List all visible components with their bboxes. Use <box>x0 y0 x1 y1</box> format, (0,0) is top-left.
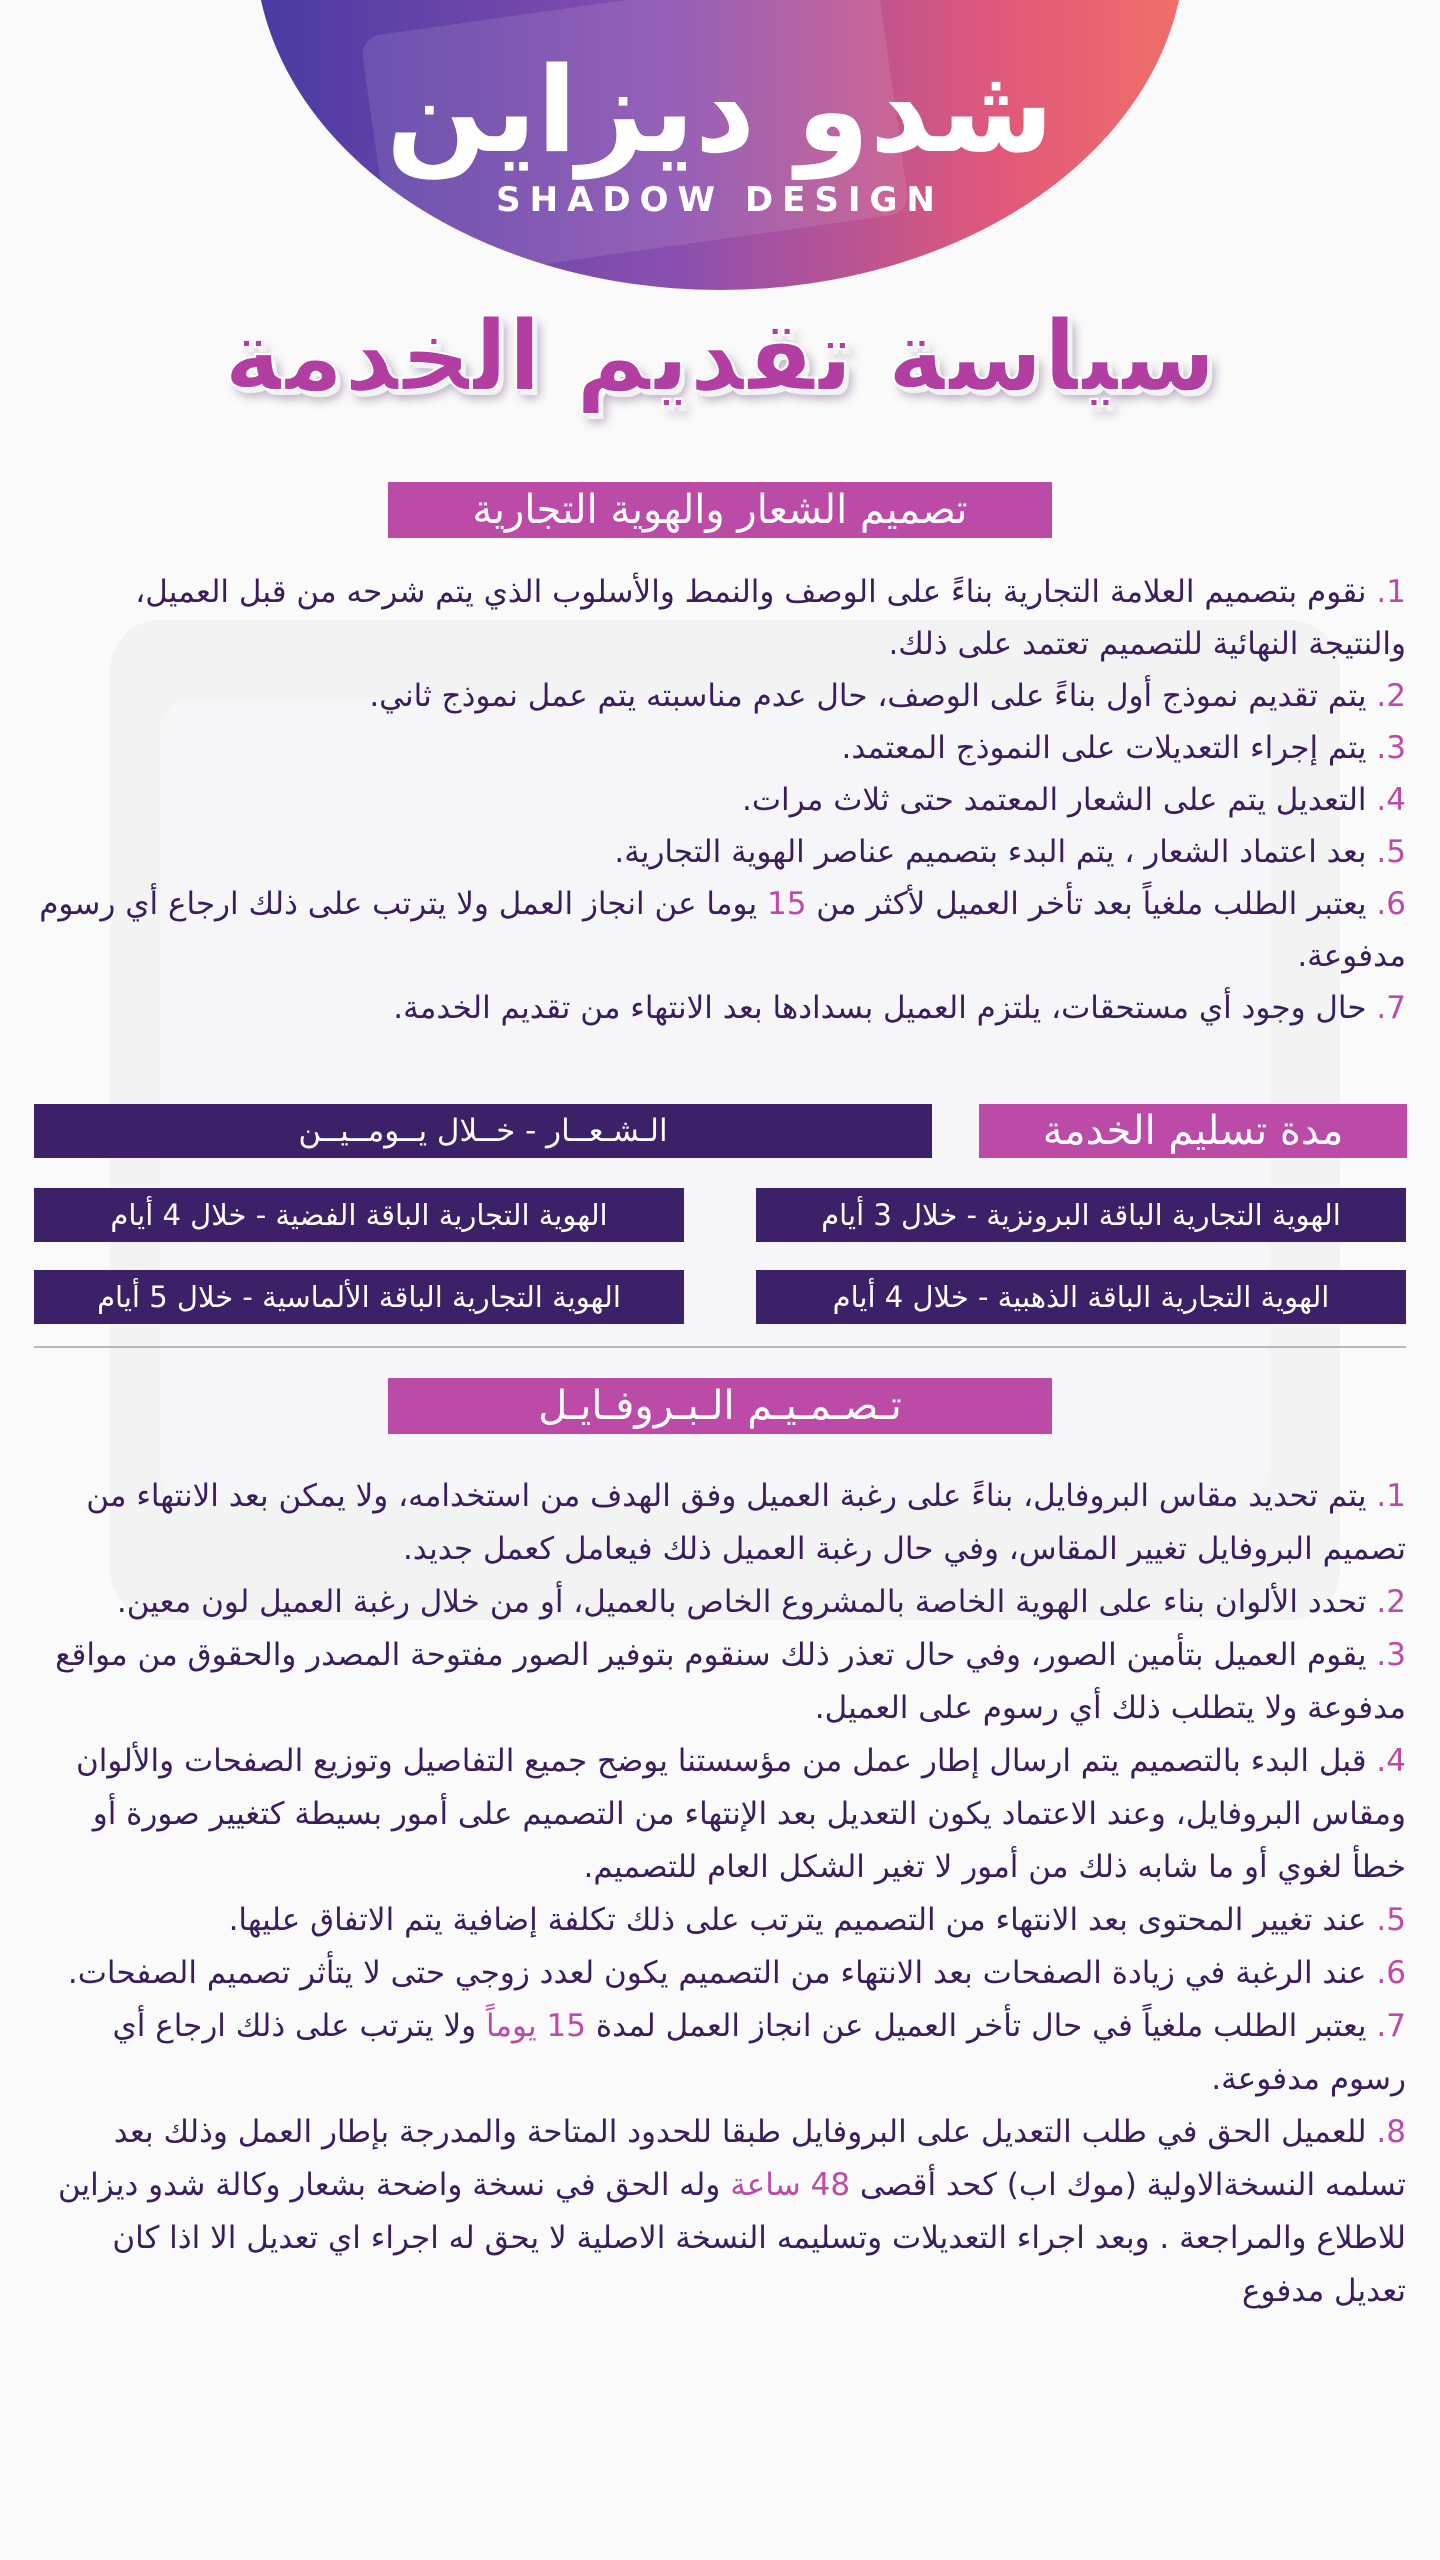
list-item <box>34 982 1406 1034</box>
list-item <box>34 1576 1406 1629</box>
item-text: يتم تحديد مقاس البروفايل، بناءً على رغبة العميل وفق الهدف من استخدامه، ولا يمكن بعد الانتهاء من تصميم البروفايل تغيير المقاس، وفي حال رغبة العميل ذلك فيعامل كعمل جديد. <box>86 1478 1406 1567</box>
item-text: يعتبر الطلب ملغياً بعد تأخر العميل لأكثر من <box>816 886 1367 922</box>
list-item <box>34 2000 1406 2106</box>
item-text: يتم تقديم نموذج أول بناءً على الوصف، حال عدم مناسبته يتم عمل نموذج ثاني. <box>369 678 1367 714</box>
item-number: 5. <box>1376 1902 1406 1938</box>
list-item <box>34 722 1406 774</box>
item-text: يتم إجراء التعديلات على النموذج المعتمد. <box>841 730 1367 766</box>
list-item <box>34 774 1406 826</box>
diamond-package-badge: الهوية التجارية الباقة الألماسية - خلال 5 أيام <box>34 1270 684 1324</box>
item-text: ولا يترتب على ذلك ارجاع أي رسوم مدفوعة. <box>112 2008 1406 2097</box>
item-number: 6. <box>1376 886 1406 922</box>
logo-duration-badge: الـشـعــار - خــلال يــومــيــن <box>34 1104 932 1158</box>
silver-package-badge: الهوية التجارية الباقة الفضية - خلال 4 أيام <box>34 1188 684 1242</box>
list-item <box>34 2106 1406 2318</box>
item-text: قبل البدء بالتصميم يتم ارسال إطار عمل من مؤسستنا يوضح جميع التفاصيل وتوزيع الصفحات والألوان ومقاس البروفايل، وعند الاعتماد يكون التعديل بعد الإنتهاء من التصميم على أمور بسيطة كتغيير صورة أو خطأ لغوي أو ما شابه ذلك من أمور لا تغير الشكل العام للتصميم. <box>75 1743 1406 1885</box>
list-item <box>34 670 1406 722</box>
item-number: 4. <box>1376 1743 1406 1779</box>
item-text: يقوم العميل بتأمين الصور، وفي حال تعذر ذلك سنقوم بتوفير الصور مفتوحة المصدر والحقوق من مواقع مدفوعة ولا يتطلب ذلك أي رسوم على العميل. <box>55 1637 1406 1726</box>
item-text: للعميل الحق في طلب التعديل على البروفايل طبقا للحدود المتاحة والمدرجة بإطار العمل وذلك بعد تسلمه النسخةالاولية (موك اب) كحد أقصى <box>113 2114 1406 2203</box>
list-item <box>34 1947 1406 2000</box>
item-text: التعديل يتم على الشعار المعتمد حتى ثلاث مرات. <box>742 782 1367 818</box>
list-item <box>34 566 1406 670</box>
profile-policy-list <box>34 1470 1406 2318</box>
item-number: 5. <box>1376 834 1406 870</box>
logo-arabic: شدو ديزاين <box>386 41 1054 179</box>
list-item <box>34 1894 1406 1947</box>
item-number: 7. <box>1376 2008 1406 2044</box>
bronze-package-badge: الهوية التجارية الباقة البرونزية - خلال 3 أيام <box>756 1188 1406 1242</box>
item-text: عند الرغبة في زيادة الصفحات بعد الانتهاء من التصميم يكون لعدد زوجي حتى لا يتأثر تصميم الصفحات. <box>67 1955 1367 1991</box>
item-text: حال وجود أي مستحقات، يلتزم العميل بسدادها بعد الانتهاء من تقديم الخدمة. <box>393 990 1367 1026</box>
item-number: 7. <box>1376 990 1406 1026</box>
item-number: 1. <box>1376 574 1406 610</box>
item-text: عند تغيير المحتوى بعد الانتهاء من التصميم يترتب على ذلك تكلفة إضافية يتم الاتفاق عليها. <box>228 1902 1367 1938</box>
highlight-number: 15 يوماً <box>485 2008 586 2044</box>
list-item <box>34 826 1406 878</box>
item-number: 3. <box>1376 730 1406 766</box>
page-title: سياسة تقديم الخدمة <box>223 300 1217 414</box>
logo-english: SHADOW DESIGN <box>496 180 944 220</box>
section-heading-profile: تـصـمـيـم الـبـروفـايـل <box>388 1378 1052 1434</box>
item-number: 4. <box>1376 782 1406 818</box>
item-number: 8. <box>1376 2114 1406 2150</box>
logo-banner <box>255 0 1185 290</box>
item-text: تحدد الألوان بناء على الهوية الخاصة بالمشروع الخاص بالعميل، أو من خلال رغبة العميل لون معين. <box>116 1584 1367 1620</box>
item-text: بعد اعتماد الشعار ، يتم البدء بتصميم عناصر الهوية التجارية. <box>614 834 1367 870</box>
item-text: نقوم بتصميم العلامة التجارية بناءً على الوصف والنمط والأسلوب الذي يتم شرحه من قبل العميل، والنتيجة النهائية للتصميم تعتمد على ذلك. <box>135 574 1406 662</box>
item-text: وله الحق في نسخة واضحة بشعار وكالة شدو ديزاين للاطلاع والمراجعة . وبعد اجراء التعديلات وتسليمه النسخة الاصلية لا يحق له اجراء اي تعديل الا اذا كان تعديل مدفوع <box>57 2167 1406 2309</box>
list-item <box>34 878 1406 982</box>
item-number: 6. <box>1376 1955 1406 1991</box>
item-text: يوما عن انجاز العمل ولا يترتب على ذلك ارجاع أي رسوم مدفوعة. <box>39 886 1406 974</box>
highlight-number: 48 ساعة <box>730 2167 851 2203</box>
item-number: 3. <box>1376 1637 1406 1673</box>
highlight-number: 15 <box>766 886 807 922</box>
section-heading-logo: تصميم الشعار والهوية التجارية <box>388 482 1052 538</box>
item-number: 2. <box>1376 678 1406 714</box>
item-text: يعتبر الطلب ملغياً في حال تأخر العميل عن انجاز العمل لمدة <box>595 2008 1367 2044</box>
list-item <box>34 1629 1406 1735</box>
item-number: 2. <box>1376 1584 1406 1620</box>
item-number: 1. <box>1376 1478 1406 1514</box>
logo-policy-list <box>34 566 1406 1034</box>
list-item <box>34 1735 1406 1894</box>
gold-package-badge: الهوية التجارية الباقة الذهبية - خلال 4 أيام <box>756 1270 1406 1324</box>
list-item <box>34 1470 1406 1576</box>
divider <box>34 1346 1406 1348</box>
delivery-heading: مدة تسليم الخدمة <box>979 1104 1407 1158</box>
